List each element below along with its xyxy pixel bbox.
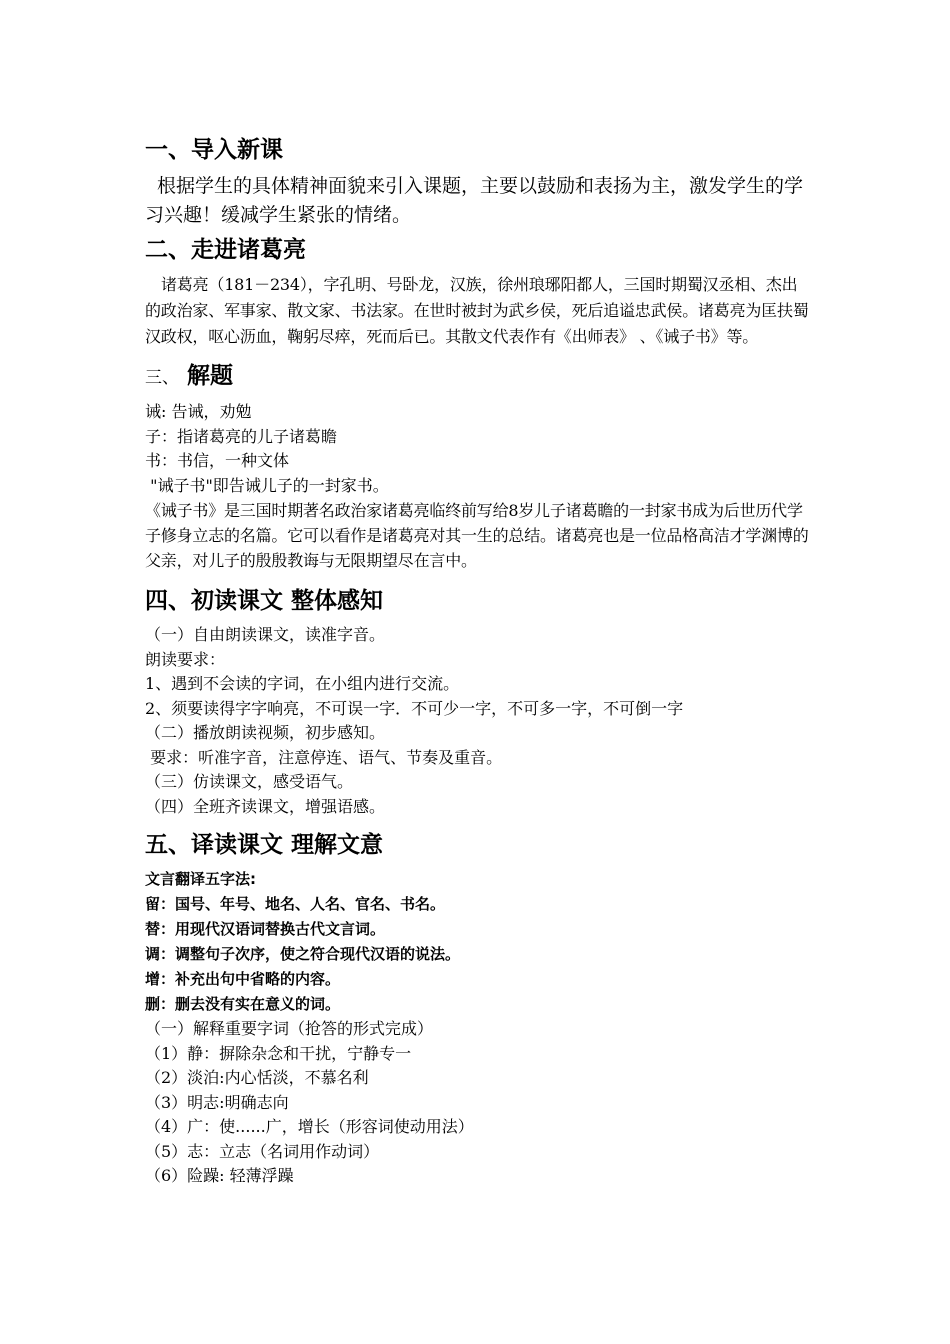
vocab-item: （2）淡泊:内心恬淡，不慕名利 xyxy=(145,1068,369,1087)
section-2-title: 二、走进诸葛亮 xyxy=(145,237,306,263)
translation-method: 增：补充出句中省略的内容。 xyxy=(145,970,341,988)
explain-line: 诫: 告诫，劝勉 xyxy=(145,402,252,421)
vocab-item: （一）解释重要字词（抢答的形式完成） xyxy=(145,1019,434,1038)
reading-step: 朗读要求： xyxy=(145,649,226,669)
reading-step: （一）自由朗读课文，读准字音。 xyxy=(145,625,386,644)
explain-line: 书：书信，一种文体 xyxy=(145,451,290,470)
translation-method: 调：调整句子次序，使之符合现代汉语的说法。 xyxy=(145,945,461,963)
reading-step: （二）播放朗读视频，初步感知。 xyxy=(145,723,386,742)
reading-step: （三）仿读课文，感受语气。 xyxy=(145,772,354,791)
translation-method: 文言翻译五字法: xyxy=(145,870,256,888)
section-3-number: 三、 xyxy=(145,368,179,388)
section-3-title xyxy=(145,358,810,396)
section-3-title-text: 解题 xyxy=(187,363,234,389)
reading-step: 1、遇到不会读的字词，在小组内进行交流。 xyxy=(145,674,460,693)
explain-line: "诫子书"即告诫儿子的一封家书。 xyxy=(145,475,389,495)
vocab-item: （4）广：使......广，增长（形容词使动用法） xyxy=(145,1117,474,1136)
vocab-item: （1）静：摒除杂念和干扰，宁静专一 xyxy=(145,1043,412,1063)
reading-step: 2、须要读得字字响亮，不可误一字．不可少一字，不可多一字，不可倒一字 xyxy=(145,698,684,718)
vocab-item: （3）明志:明确志向 xyxy=(145,1092,289,1112)
reading-step: （四）全班齐读课文，增强语感。 xyxy=(145,796,386,816)
translation-method: 留：国号、年号、地名、人名、官名、书名。 xyxy=(145,895,446,913)
translation-method: 删：删去没有实在意义的词。 xyxy=(145,995,341,1013)
vocab-item: （5）志：立志（名词用作动词） xyxy=(145,1141,380,1161)
section-5-title: 五、译读课文 理解文意 xyxy=(145,832,384,858)
section-2-body: 诸葛亮（181－234），字孔明、号卧龙，汉族，徐州琅琊阳都人，三国时期蜀汉丞相、杰出的政治家、军事家、散文家、书法家。在世时被封为武乡侯，死后追谥忠武侯。诸葛亮为匡扶蜀汉政权，呕心沥血，鞠躬尽瘁，死而后已。其散文代表作有《出师表》 、《诫子书》等。 xyxy=(145,275,809,346)
reading-step: 要求：听准字音，注意停连、语气、节奏及重音。 xyxy=(145,747,503,767)
explain-line: 子：指诸葛亮的儿子诸葛瞻 xyxy=(145,426,338,446)
section-3-paragraph: 《诫子书》是三国时期著名政治家诸葛亮临终前写给8岁儿子诸葛瞻的一封家书成为后世历代学子修身立志的名篇。它可以看作是诸葛亮对其一生的总结。诸葛亮也是一位品格高洁才学渊博的父亲，对儿子的殷殷教诲与无限期望尽在言中。 xyxy=(145,501,809,570)
section-1-title: 一、导入新课 xyxy=(145,137,283,163)
vocab-item: （6）险躁: 轻薄浮躁 xyxy=(145,1166,294,1185)
section-4-title: 四、初读课文 整体感知 xyxy=(145,588,384,614)
translation-method: 替：用现代汉语词替换古代文言词。 xyxy=(145,920,386,938)
document-page xyxy=(145,132,810,1189)
section-1-body: 根据学生的具体精神面貌来引入课题，主要以鼓励和表扬为主，激发学生的学习兴趣！缓减学生紧张的情绪。 xyxy=(145,175,804,226)
